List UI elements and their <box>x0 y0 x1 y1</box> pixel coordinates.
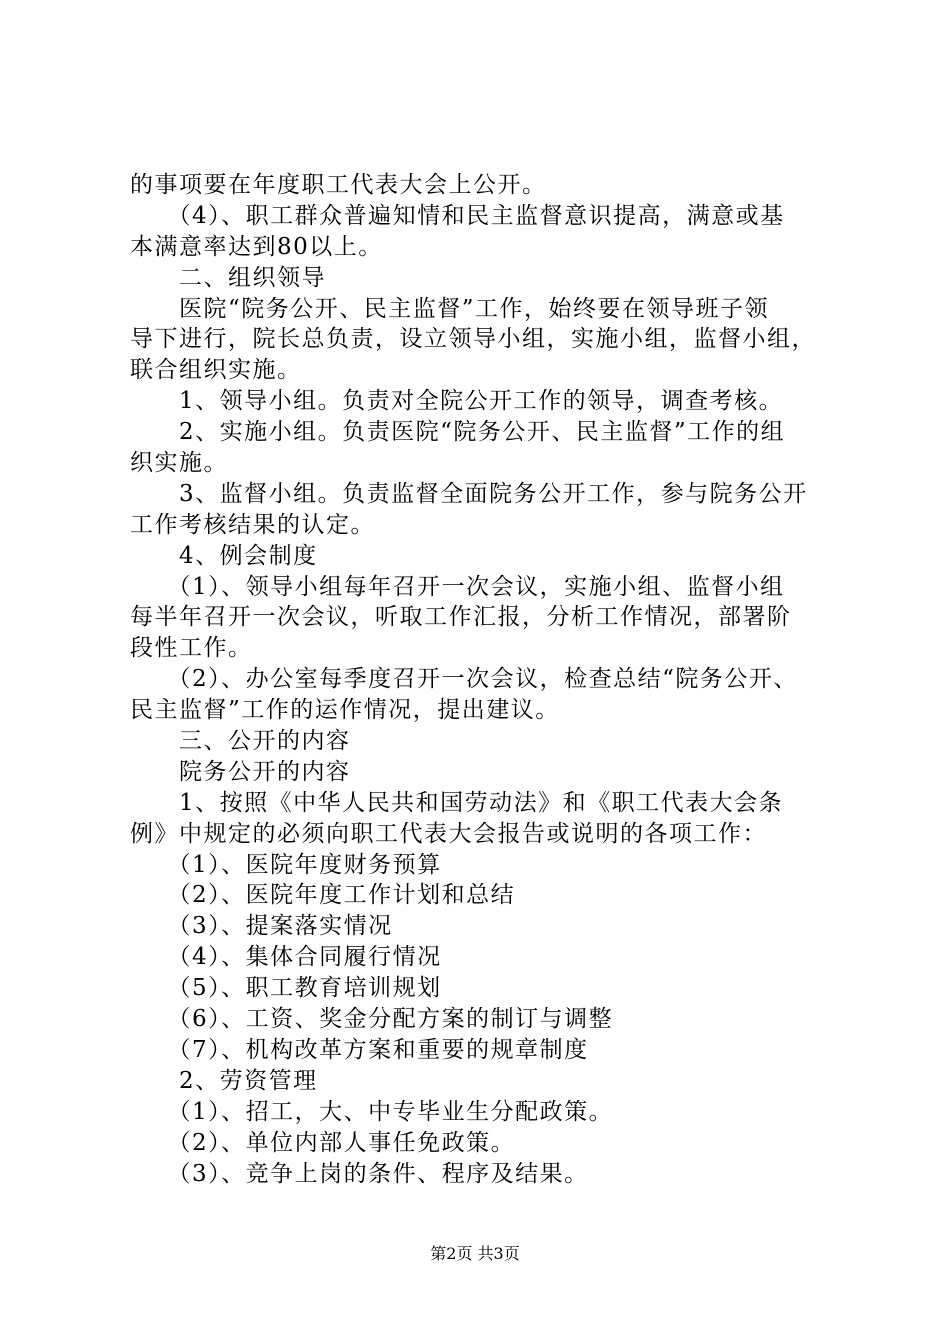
text-line: （4）、职工群众普遍知情和民主监督意识提高，满意或基 <box>130 202 785 229</box>
section-heading: 三、公开的内容 <box>130 728 351 755</box>
text-line: 4、例会制度 <box>130 542 318 569</box>
text-line: 本满意率达到80以上。 <box>130 233 383 260</box>
body-text <box>130 170 830 1189</box>
text-line: 例》中规定的必须向职工代表大会报告或说明的各项工作： <box>130 820 767 847</box>
list-item: （5）、职工教育培训规划 <box>130 975 442 1002</box>
list-item: （7）、机构改革方案和重要的规章制度 <box>130 1036 589 1063</box>
list-item: （3）、提案落实情况 <box>130 913 393 940</box>
text-line: （1）、领导小组每年召开一次会议，实施小组、监督小组 <box>130 573 785 600</box>
list-item: （2）、医院年度工作计划和总结 <box>130 882 516 909</box>
text-line: 2、劳资管理 <box>130 1067 318 1094</box>
text-line: 工作考核结果的认定。 <box>130 511 375 538</box>
list-item: （6）、工资、奖金分配方案的制订与调整 <box>130 1006 614 1033</box>
text-line: 3、监督小组。负责监督全面院务公开工作，参与院务公开 <box>130 480 808 507</box>
text-line: 联合组织实施。 <box>130 357 302 384</box>
list-item: （1）、招工，大、中专毕业生分配政策。 <box>130 1098 614 1125</box>
text-line: 导下进行，院长总负责，设立领导小组，实施小组，监督小组， <box>130 326 816 353</box>
list-item: （4）、集体合同履行情况 <box>130 944 442 971</box>
text-line: 段性工作。 <box>130 635 253 662</box>
text-line: 织实施。 <box>130 450 228 477</box>
text-line: 1、按照《中华人民共和国劳动法》和《职工代表大会条 <box>130 789 784 816</box>
list-item: （1）、医院年度财务预算 <box>130 851 442 878</box>
list-item: （3）、竞争上岗的条件、程序及结果。 <box>130 1160 589 1187</box>
text-line: （2）、办公室每季度召开一次会议，检查总结“院务公开、 <box>130 666 798 693</box>
page-footer: 第2页 共3页 <box>430 1244 520 1263</box>
text-line: 1、领导小组。负责对全院公开工作的领导，调查考核。 <box>130 388 784 415</box>
text-line: 医院“院务公开、民主监督”工作，始终要在领导班子领 <box>130 295 770 322</box>
text-line: 民主监督”工作的运作情况，提出建议。 <box>130 697 560 724</box>
section-heading: 二、组织领导 <box>130 264 326 291</box>
text-line: 院务公开的内容 <box>130 758 351 785</box>
list-item: （2）、单位内部人事任免政策。 <box>130 1129 516 1156</box>
text-line: 每半年召开一次会议，听取工作汇报，分析工作情况，部署阶 <box>130 604 792 631</box>
text-line: 2、实施小组。负责医院“院务公开、民主监督”工作的组 <box>130 419 786 446</box>
text-line: 的事项要在年度职工代表大会上公开。 <box>130 172 547 198</box>
